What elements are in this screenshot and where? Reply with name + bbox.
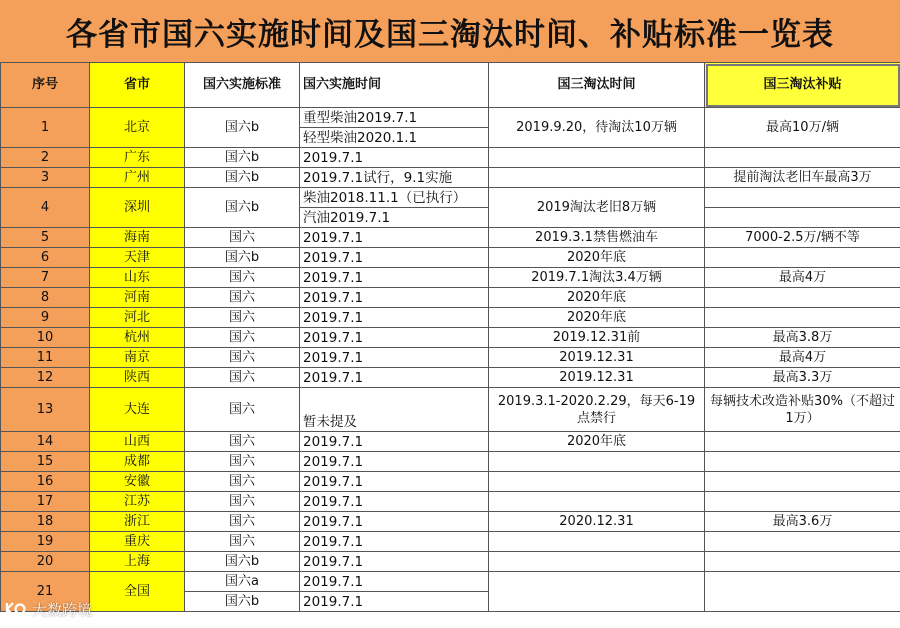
row-elimination-time: 2020年底 bbox=[489, 248, 705, 268]
row-province: 山东 bbox=[90, 268, 185, 288]
row-implement-time: 2019.7.1 bbox=[300, 572, 489, 592]
row-subsidy: 提前淘汰老旧车最高3万 bbox=[705, 168, 900, 188]
row-index: 13 bbox=[1, 388, 90, 432]
header-index: 序号 bbox=[1, 63, 90, 108]
row-subsidy: 最高4万 bbox=[705, 268, 900, 288]
row-elimination-time: 2019.12.31 bbox=[489, 368, 705, 388]
row-elimination-time: 2019.12.31前 bbox=[489, 328, 705, 348]
row-implement-time: 2019.7.1 bbox=[300, 492, 489, 512]
row-index: 19 bbox=[1, 532, 90, 552]
row-standard: 国六b bbox=[185, 148, 300, 168]
row-standard: 国六 bbox=[185, 368, 300, 388]
row-elimination-time: 2019.3.1禁售燃油车 bbox=[489, 228, 705, 248]
row-index: 17 bbox=[1, 492, 90, 512]
row-subsidy bbox=[705, 432, 900, 452]
table-row bbox=[1, 512, 900, 532]
table-row bbox=[1, 432, 900, 452]
row-implement-time: 2019.7.1 bbox=[300, 532, 489, 552]
row-implement-time: 2019.7.1 bbox=[300, 552, 489, 572]
row-elimination-time: 2020年底 bbox=[489, 288, 705, 308]
row-implement-time: 2019.7.1试行，9.1实施 bbox=[300, 168, 489, 188]
row-province: 重庆 bbox=[90, 532, 185, 552]
watermark-text: 大数跨境 bbox=[32, 600, 93, 619]
page-title: 各省市国六实施时间及国三淘汰时间、补贴标准一览表 bbox=[0, 0, 900, 63]
data-table bbox=[0, 62, 900, 612]
table-row bbox=[1, 268, 900, 288]
row-subsidy: 最高10万/辆 bbox=[705, 108, 900, 148]
row-province: 山西 bbox=[90, 432, 185, 452]
row-index: 16 bbox=[1, 472, 90, 492]
row-province: 深圳 bbox=[90, 188, 185, 228]
row-province: 海南 bbox=[90, 228, 185, 248]
row-standard: 国六b bbox=[185, 248, 300, 268]
row-index: 2 bbox=[1, 148, 90, 168]
row-standard: 国六b bbox=[185, 168, 300, 188]
row-province: 上海 bbox=[90, 552, 185, 572]
row-implement-time: 柴油2018.11.1（已执行） bbox=[300, 188, 489, 208]
row-subsidy bbox=[705, 452, 900, 472]
row-implement-time: 暂未提及 bbox=[300, 388, 489, 432]
table-row bbox=[1, 348, 900, 368]
table-row bbox=[1, 248, 900, 268]
row-province: 南京 bbox=[90, 348, 185, 368]
table-row bbox=[1, 108, 900, 128]
row-implement-time: 2019.7.1 bbox=[300, 432, 489, 452]
row-standard: 国六b bbox=[185, 592, 300, 612]
table-row bbox=[1, 228, 900, 248]
table-row bbox=[1, 148, 900, 168]
row-index: 7 bbox=[1, 268, 90, 288]
header-implement-time: 国六实施时间 bbox=[300, 63, 489, 108]
row-implement-time: 2019.7.1 bbox=[300, 592, 489, 612]
row-province: 河北 bbox=[90, 308, 185, 328]
row-subsidy bbox=[705, 188, 900, 208]
header-province: 省市 bbox=[90, 63, 185, 108]
row-elimination-time bbox=[489, 532, 705, 552]
table-row bbox=[1, 328, 900, 348]
row-elimination-time bbox=[489, 472, 705, 492]
table-row bbox=[1, 572, 900, 592]
row-elimination-time: 2019.12.31 bbox=[489, 348, 705, 368]
row-province: 江苏 bbox=[90, 492, 185, 512]
table-row bbox=[1, 472, 900, 492]
row-implement-time: 轻型柴油2020.1.1 bbox=[300, 128, 489, 148]
row-province: 大连 bbox=[90, 388, 185, 432]
row-subsidy: 最高3.3万 bbox=[705, 368, 900, 388]
row-elimination-time bbox=[489, 552, 705, 572]
row-subsidy bbox=[705, 308, 900, 328]
row-elimination-time bbox=[489, 572, 705, 612]
row-subsidy: 最高4万 bbox=[705, 348, 900, 368]
row-subsidy bbox=[705, 472, 900, 492]
table-row bbox=[1, 492, 900, 512]
row-province: 广东 bbox=[90, 148, 185, 168]
row-index: 15 bbox=[1, 452, 90, 472]
row-implement-time: 汽油2019.7.1 bbox=[300, 208, 489, 228]
header-subsidy: 国三淘汰补贴 bbox=[705, 63, 900, 108]
row-elimination-time: 2020年底 bbox=[489, 432, 705, 452]
row-standard: 国六b bbox=[185, 552, 300, 572]
row-province: 全国 bbox=[90, 572, 185, 612]
row-implement-time: 2019.7.1 bbox=[300, 288, 489, 308]
row-province: 杭州 bbox=[90, 328, 185, 348]
row-elimination-time bbox=[489, 452, 705, 472]
table-row bbox=[1, 368, 900, 388]
header-standard: 国六实施标准 bbox=[185, 63, 300, 108]
row-elimination-time bbox=[489, 168, 705, 188]
row-implement-time: 2019.7.1 bbox=[300, 268, 489, 288]
table-row bbox=[1, 288, 900, 308]
row-implement-time: 2019.7.1 bbox=[300, 248, 489, 268]
row-standard: 国六 bbox=[185, 472, 300, 492]
row-standard: 国六 bbox=[185, 268, 300, 288]
row-province: 成都 bbox=[90, 452, 185, 472]
row-subsidy: 最高3.8万 bbox=[705, 328, 900, 348]
row-subsidy: 7000-2.5万/辆不等 bbox=[705, 228, 900, 248]
table-row bbox=[1, 168, 900, 188]
row-standard: 国六 bbox=[185, 308, 300, 328]
row-index: 6 bbox=[1, 248, 90, 268]
row-standard: 国六 bbox=[185, 492, 300, 512]
row-elimination-time: 2020年底 bbox=[489, 308, 705, 328]
table-row bbox=[1, 188, 900, 208]
row-index: 1 bbox=[1, 108, 90, 148]
row-elimination-time: 2019.9.20，待淘汰10万辆 bbox=[489, 108, 705, 148]
row-index: 18 bbox=[1, 512, 90, 532]
row-index: 20 bbox=[1, 552, 90, 572]
table-row bbox=[1, 452, 900, 472]
row-elimination-time: 2019淘汰老旧8万辆 bbox=[489, 188, 705, 228]
row-index: 21 bbox=[1, 572, 90, 612]
row-standard: 国六 bbox=[185, 288, 300, 308]
row-subsidy bbox=[705, 288, 900, 308]
row-standard: 国六 bbox=[185, 452, 300, 472]
row-implement-time: 2019.7.1 bbox=[300, 512, 489, 532]
table-body bbox=[1, 108, 900, 612]
row-standard: 国六 bbox=[185, 532, 300, 552]
table-row bbox=[1, 552, 900, 572]
row-index: 11 bbox=[1, 348, 90, 368]
row-standard: 国六 bbox=[185, 432, 300, 452]
row-standard: 国六 bbox=[185, 388, 300, 432]
row-standard: 国六b bbox=[185, 188, 300, 228]
row-province: 陕西 bbox=[90, 368, 185, 388]
row-index: 10 bbox=[1, 328, 90, 348]
row-implement-time: 2019.7.1 bbox=[300, 308, 489, 328]
row-implement-time: 2019.7.1 bbox=[300, 368, 489, 388]
row-province: 河南 bbox=[90, 288, 185, 308]
row-elimination-time: 2019.7.1淘汰3.4万辆 bbox=[489, 268, 705, 288]
row-subsidy: 最高3.6万 bbox=[705, 512, 900, 532]
row-province: 浙江 bbox=[90, 512, 185, 532]
row-standard: 国六 bbox=[185, 512, 300, 532]
row-standard: 国六 bbox=[185, 328, 300, 348]
row-implement-time: 重型柴油2019.7.1 bbox=[300, 108, 489, 128]
row-elimination-time: 2019.3.1-2020.2.29，每天6-19点禁行 bbox=[489, 388, 705, 432]
row-index: 5 bbox=[1, 228, 90, 248]
row-implement-time: 2019.7.1 bbox=[300, 148, 489, 168]
row-subsidy bbox=[705, 248, 900, 268]
row-index: 9 bbox=[1, 308, 90, 328]
row-subsidy bbox=[705, 532, 900, 552]
row-index: 14 bbox=[1, 432, 90, 452]
row-subsidy bbox=[705, 552, 900, 572]
row-index: 3 bbox=[1, 168, 90, 188]
brand-logo-icon bbox=[4, 600, 26, 618]
watermark bbox=[4, 597, 92, 621]
row-implement-time: 2019.7.1 bbox=[300, 228, 489, 248]
header-elimination-time: 国三淘汰时间 bbox=[489, 63, 705, 108]
table-row bbox=[1, 388, 900, 432]
row-subsidy bbox=[705, 208, 900, 228]
row-implement-time: 2019.7.1 bbox=[300, 452, 489, 472]
row-elimination-time bbox=[489, 148, 705, 168]
row-elimination-time bbox=[489, 492, 705, 512]
table-row bbox=[1, 532, 900, 552]
row-implement-time: 2019.7.1 bbox=[300, 348, 489, 368]
table-row bbox=[1, 308, 900, 328]
row-subsidy bbox=[705, 492, 900, 512]
row-standard: 国六 bbox=[185, 228, 300, 248]
row-standard: 国六b bbox=[185, 108, 300, 148]
row-subsidy bbox=[705, 148, 900, 168]
row-elimination-time: 2020.12.31 bbox=[489, 512, 705, 532]
row-province: 天津 bbox=[90, 248, 185, 268]
row-subsidy bbox=[705, 572, 900, 612]
row-index: 12 bbox=[1, 368, 90, 388]
row-province: 安徽 bbox=[90, 472, 185, 492]
row-standard: 国六 bbox=[185, 348, 300, 368]
row-province: 广州 bbox=[90, 168, 185, 188]
row-index: 8 bbox=[1, 288, 90, 308]
row-standard: 国六a bbox=[185, 572, 300, 592]
row-subsidy: 每辆技术改造补贴30%（不超过1万） bbox=[705, 388, 900, 432]
row-index: 4 bbox=[1, 188, 90, 228]
row-implement-time: 2019.7.1 bbox=[300, 472, 489, 492]
row-province: 北京 bbox=[90, 108, 185, 148]
row-implement-time: 2019.7.1 bbox=[300, 328, 489, 348]
